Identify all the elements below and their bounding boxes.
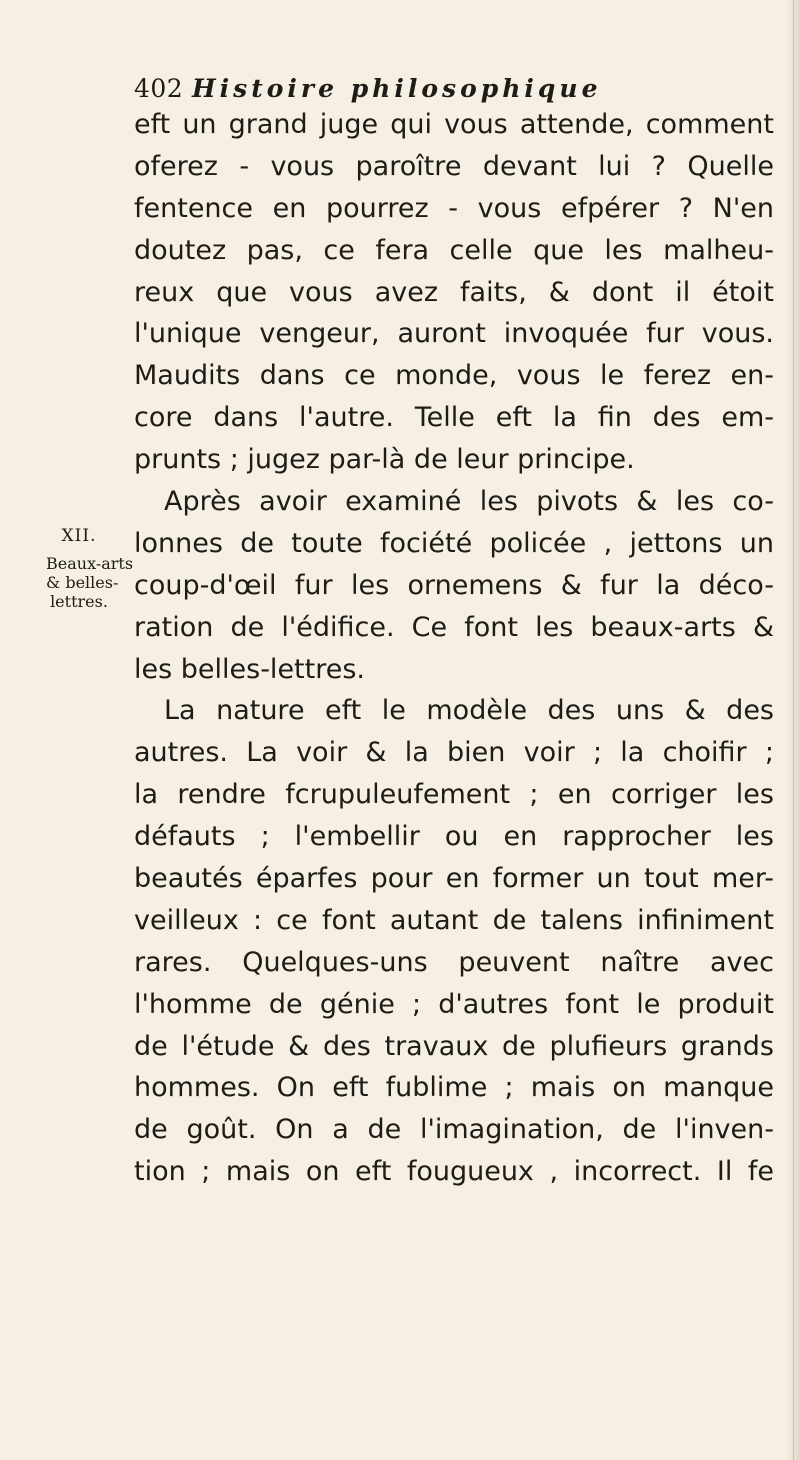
text-line: core dans l'autre. Telle eft la fin des em-	[134, 402, 774, 434]
text-line: reux que vous avez faits, & dont il étoit	[134, 276, 774, 308]
section-number: XII.	[61, 526, 97, 546]
text-line: de l'étude & des travaux de plufieurs grands	[134, 1030, 774, 1062]
page-number: 402	[134, 74, 184, 103]
text-line: lonnes de toute fociété policée , jettons un	[134, 527, 774, 559]
text-line: beautés éparfes pour en former un tout mer-	[134, 863, 774, 895]
paragraph-start-line: Après avoir examiné les pivots & les co-	[164, 486, 774, 518]
paragraph-start-line: La nature eft le modèle des uns & des	[164, 695, 774, 727]
text-line: autres. La voir & la bien voir ; la choifir ;	[134, 737, 774, 769]
text-line: rares. Quelques-uns peuvent naître avec	[134, 946, 774, 978]
text-line: coup-d'œil fur les ornemens & fur la déco-	[134, 569, 774, 601]
margin-note-line: lettres.	[50, 592, 108, 611]
text-line: les belles-lettres.	[134, 653, 365, 685]
text-line: hommes. On eft fublime ; mais on manque	[134, 1072, 774, 1104]
margin-note-line: Beaux-arts	[46, 554, 134, 573]
text-line: ration de l'édifice. Ce font les beaux-arts &	[134, 611, 774, 643]
text-line: oferez - vous paroître devant lui ? Quelle	[134, 150, 774, 182]
text-line: défauts ; l'embellir ou en rapprocher les	[134, 821, 774, 853]
running-title: Histoire philosophique	[192, 74, 602, 103]
text-line: l'unique vengeur, auront invoquée fur vous.	[134, 318, 774, 350]
text-line: l'homme de génie ; d'autres font le produit	[134, 988, 774, 1020]
text-line: Maudits dans ce monde, vous le ferez en-	[134, 360, 774, 392]
margin-note	[46, 526, 134, 611]
text-line: doutez pas, ce fera celle que les malheu-	[134, 234, 774, 266]
text-line: de goût. On a de l'imagination, de l'inven-	[134, 1114, 774, 1146]
text-line: la rendre fcrupuleufement ; en corriger les	[134, 779, 774, 811]
body-text	[134, 104, 774, 1193]
text-line: tion ; mais on eft fougueux , incorrect. Il fe	[134, 1156, 774, 1188]
margin-note-line: & belles-	[46, 573, 119, 592]
text-line: veilleux : ce font autant de talens infiniment	[134, 904, 774, 936]
text-line: fentence en pourrez - vous efpérer ? N'en	[134, 192, 774, 224]
text-line: prunts ; jugez par-là de leur principe.	[134, 444, 635, 476]
page-edge	[793, 0, 794, 1460]
text-line: eft un grand juge qui vous attende, comment	[134, 109, 774, 140]
